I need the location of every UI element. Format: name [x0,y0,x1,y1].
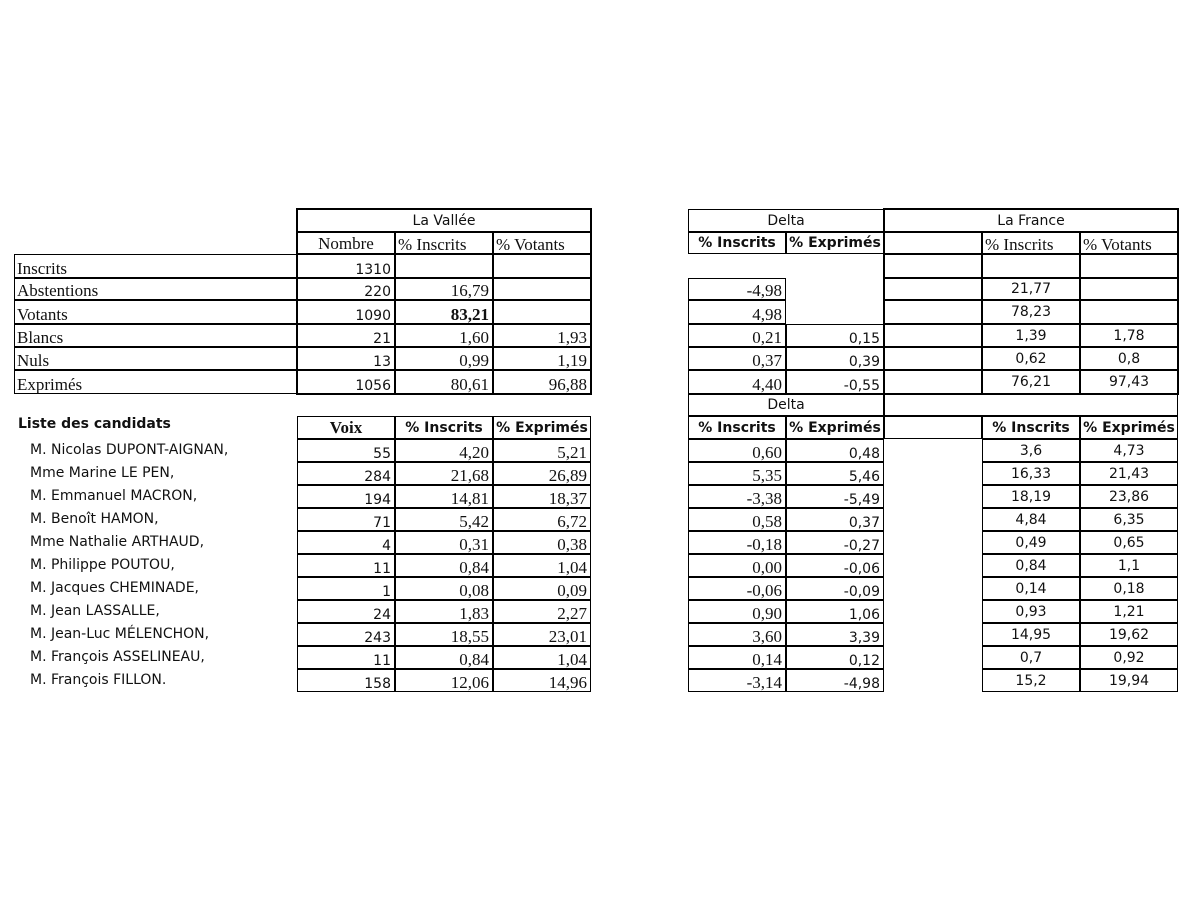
la-vallee-header: Nombre [297,232,395,254]
candidats-header: Voix [297,416,395,439]
pct-inscrits-cell: 0,08 [395,577,493,600]
la-france-exprimes-cell: 21,43 [1080,462,1178,485]
la-france-bottom-spacer [884,416,982,439]
pct-inscrits-cell: 5,42 [395,508,493,531]
delta-inscrits-cell: 4,98 [688,300,786,324]
la-france-exprimes-cell: 1,1 [1080,554,1178,577]
delta-inscrits-cell: -0,18 [688,531,786,554]
pct-exprimes-cell: 1,04 [493,646,591,669]
la-france-header: % Votants [1080,232,1178,254]
delta-inscrits-cell: 0,60 [688,439,786,462]
pct-votants-cell [493,254,591,278]
candidate-name: M. Jean LASSALLE, [30,603,160,619]
pct-inscrits-cell: 12,06 [395,669,493,692]
la-vallee-header: % Votants [493,232,591,254]
pct-exprimes-cell: 0,38 [493,531,591,554]
delta-exprimes-cell: -0,55 [786,370,884,394]
pct-inscrits-cell: 14,81 [395,485,493,508]
delta-inscrits-cell: -0,06 [688,577,786,600]
la-france-votants-cell [1080,300,1178,324]
pct-inscrits-cell: 0,84 [395,554,493,577]
candidate-name: Mme Marine LE PEN, [30,465,175,481]
delta-exprimes-cell: 0,39 [786,347,884,370]
la-france-bottom-header: % Inscrits [982,416,1080,439]
pct-inscrits-cell: 18,55 [395,623,493,646]
delta-inscrits-cell: 4,40 [688,370,786,394]
pct-inscrits-cell: 1,83 [395,600,493,623]
la-france-inscrits-cell: 0,62 [982,347,1080,370]
la-france-inscrits-cell: 0,93 [982,600,1080,623]
candidate-name: M. François FILLON. [30,672,167,688]
delta-bottom-header: % Exprimés [786,416,884,439]
delta-inscrits-cell: -3,38 [688,485,786,508]
pct-inscrits-cell: 21,68 [395,462,493,485]
delta-exprimes-cell: 3,39 [786,623,884,646]
voix-cell: 284 [297,462,395,485]
la-france-votants-cell: 0,8 [1080,347,1178,370]
nombre-cell: 13 [297,347,395,370]
pct-inscrits-cell: 80,61 [395,370,493,394]
la-france-spacer-cell [884,347,982,370]
la-france-exprimes-cell: 0,92 [1080,646,1178,669]
pct-inscrits-cell: 83,21 [395,300,493,324]
delta-exprimes-cell: 5,46 [786,462,884,485]
voix-cell: 24 [297,600,395,623]
pct-exprimes-cell: 2,27 [493,600,591,623]
la-france-votants-cell [1080,278,1178,300]
la-france-votants-cell: 1,78 [1080,324,1178,347]
delta-inscrits-cell: 0,14 [688,646,786,669]
la-france-spacer-cell [884,278,982,300]
row-label: Inscrits [14,254,297,278]
candidate-name: M. François ASSELINEAU, [30,649,205,665]
la-france-exprimes-cell: 0,65 [1080,531,1178,554]
voix-cell: 11 [297,554,395,577]
delta-inscrits-cell: -3,14 [688,669,786,692]
pct-exprimes-cell: 26,89 [493,462,591,485]
la-france-exprimes-cell: 1,21 [1080,600,1178,623]
la-france-inscrits-cell: 78,23 [982,300,1080,324]
pct-exprimes-cell: 1,04 [493,554,591,577]
pct-votants-cell: 96,88 [493,370,591,394]
la-france-title: La France [884,209,1178,232]
la-france-inscrits-cell: 18,19 [982,485,1080,508]
delta-title: Delta [688,209,884,232]
la-france-inscrits-cell: 0,14 [982,577,1080,600]
pct-exprimes-cell: 14,96 [493,669,591,692]
la-france-exprimes-cell: 23,86 [1080,485,1178,508]
la-france-spacer-cell [884,300,982,324]
row-label: Votants [14,300,297,324]
pct-inscrits-cell: 1,60 [395,324,493,347]
candidate-name: M. Jean-Luc MÉLENCHON, [30,626,210,642]
la-france-inscrits-cell: 4,84 [982,508,1080,531]
voix-cell: 11 [297,646,395,669]
la-france-votants-cell [1080,254,1178,278]
delta-inscrits-cell: 0,58 [688,508,786,531]
voix-cell: 194 [297,485,395,508]
la-france-exprimes-cell: 6,35 [1080,508,1178,531]
pct-votants-cell: 1,19 [493,347,591,370]
la-france-exprimes-cell: 19,62 [1080,623,1178,646]
row-label: Nuls [14,347,297,370]
pct-inscrits-cell: 0,84 [395,646,493,669]
candidats-header: % Exprimés [493,416,591,439]
pct-exprimes-cell: 18,37 [493,485,591,508]
delta-exprimes-cell: -5,49 [786,485,884,508]
la-france-spacer-cell [884,254,982,278]
voix-cell: 1 [297,577,395,600]
pct-inscrits-cell: 16,79 [395,278,493,300]
delta-inscrits-cell: 3,60 [688,623,786,646]
pct-exprimes-cell: 0,09 [493,577,591,600]
la-france-inscrits-cell: 3,6 [982,439,1080,462]
candidats-title: Liste des candidats [18,416,171,432]
la-france-inscrits-cell: 76,21 [982,370,1080,394]
candidate-name: M. Benoît HAMON, [30,511,159,527]
pct-exprimes-cell: 23,01 [493,623,591,646]
la-france-inscrits-cell: 21,77 [982,278,1080,300]
delta-inscrits-cell: -4,98 [688,278,786,300]
delta-exprimes-cell: 1,06 [786,600,884,623]
delta-exprimes-cell: 0,15 [786,324,884,347]
candidats-header: % Inscrits [395,416,493,439]
la-france-exprimes-cell: 4,73 [1080,439,1178,462]
la-france-exprimes-cell: 0,18 [1080,577,1178,600]
delta-exprimes-cell: 0,48 [786,439,884,462]
la-france-header [884,232,982,254]
row-label: Blancs [14,324,297,347]
la-france-bottom-spacer [884,394,1178,416]
la-vallee-title: La Vallée [297,209,591,232]
pct-inscrits-cell: 0,99 [395,347,493,370]
la-vallee-header: % Inscrits [395,232,493,254]
candidate-name: M. Philippe POUTOU, [30,557,175,573]
pct-votants-cell [493,278,591,300]
la-france-header: % Inscrits [982,232,1080,254]
la-france-bottom-header: % Exprimés [1080,416,1178,439]
delta-exprimes-cell: -4,98 [786,669,884,692]
la-france-inscrits-cell: 0,84 [982,554,1080,577]
voix-cell: 158 [297,669,395,692]
voix-cell: 55 [297,439,395,462]
nombre-cell: 1056 [297,370,395,394]
delta-inscrits-cell: 0,00 [688,554,786,577]
pct-exprimes-cell: 6,72 [493,508,591,531]
la-france-spacer-cell [884,324,982,347]
delta-exprimes-cell: -0,09 [786,577,884,600]
la-france-inscrits-cell: 16,33 [982,462,1080,485]
la-france-inscrits-cell [982,254,1080,278]
pct-inscrits-cell: 4,20 [395,439,493,462]
delta-exprimes-cell: 0,12 [786,646,884,669]
la-france-inscrits-cell: 1,39 [982,324,1080,347]
la-france-exprimes-cell: 19,94 [1080,669,1178,692]
nombre-cell: 1090 [297,300,395,324]
nombre-cell: 21 [297,324,395,347]
la-france-inscrits-cell: 0,49 [982,531,1080,554]
candidate-name: M. Emmanuel MACRON, [30,488,198,504]
candidate-name: M. Jacques CHEMINADE, [30,580,199,596]
pct-inscrits-cell: 0,31 [395,531,493,554]
voix-cell: 243 [297,623,395,646]
delta-header: % Exprimés [786,232,884,254]
la-france-spacer-cell [884,370,982,394]
delta-exprimes-cell: 0,37 [786,508,884,531]
delta-inscrits-cell: 0,37 [688,347,786,370]
voix-cell: 71 [297,508,395,531]
la-france-inscrits-cell: 14,95 [982,623,1080,646]
delta-header: % Inscrits [688,232,786,254]
la-france-inscrits-cell: 0,7 [982,646,1080,669]
la-france-inscrits-cell: 15,2 [982,669,1080,692]
la-france-votants-cell: 97,43 [1080,370,1178,394]
pct-votants-cell [493,300,591,324]
delta-exprimes-cell: -0,06 [786,554,884,577]
voix-cell: 4 [297,531,395,554]
delta-inscrits-cell: 5,35 [688,462,786,485]
row-label: Exprimés [14,370,297,394]
delta-inscrits-cell: 0,90 [688,600,786,623]
nombre-cell: 220 [297,278,395,300]
candidate-name: M. Nicolas DUPONT-AIGNAN, [30,442,229,458]
delta-inscrits-cell: 0,21 [688,324,786,347]
candidate-name: Mme Nathalie ARTHAUD, [30,534,205,550]
delta-bottom-header: % Inscrits [688,416,786,439]
row-label: Abstentions [14,278,297,300]
pct-exprimes-cell: 5,21 [493,439,591,462]
delta-exprimes-cell: -0,27 [786,531,884,554]
nombre-cell: 1310 [297,254,395,278]
delta-bottom-title: Delta [688,394,884,416]
pct-inscrits-cell [395,254,493,278]
pct-votants-cell: 1,93 [493,324,591,347]
